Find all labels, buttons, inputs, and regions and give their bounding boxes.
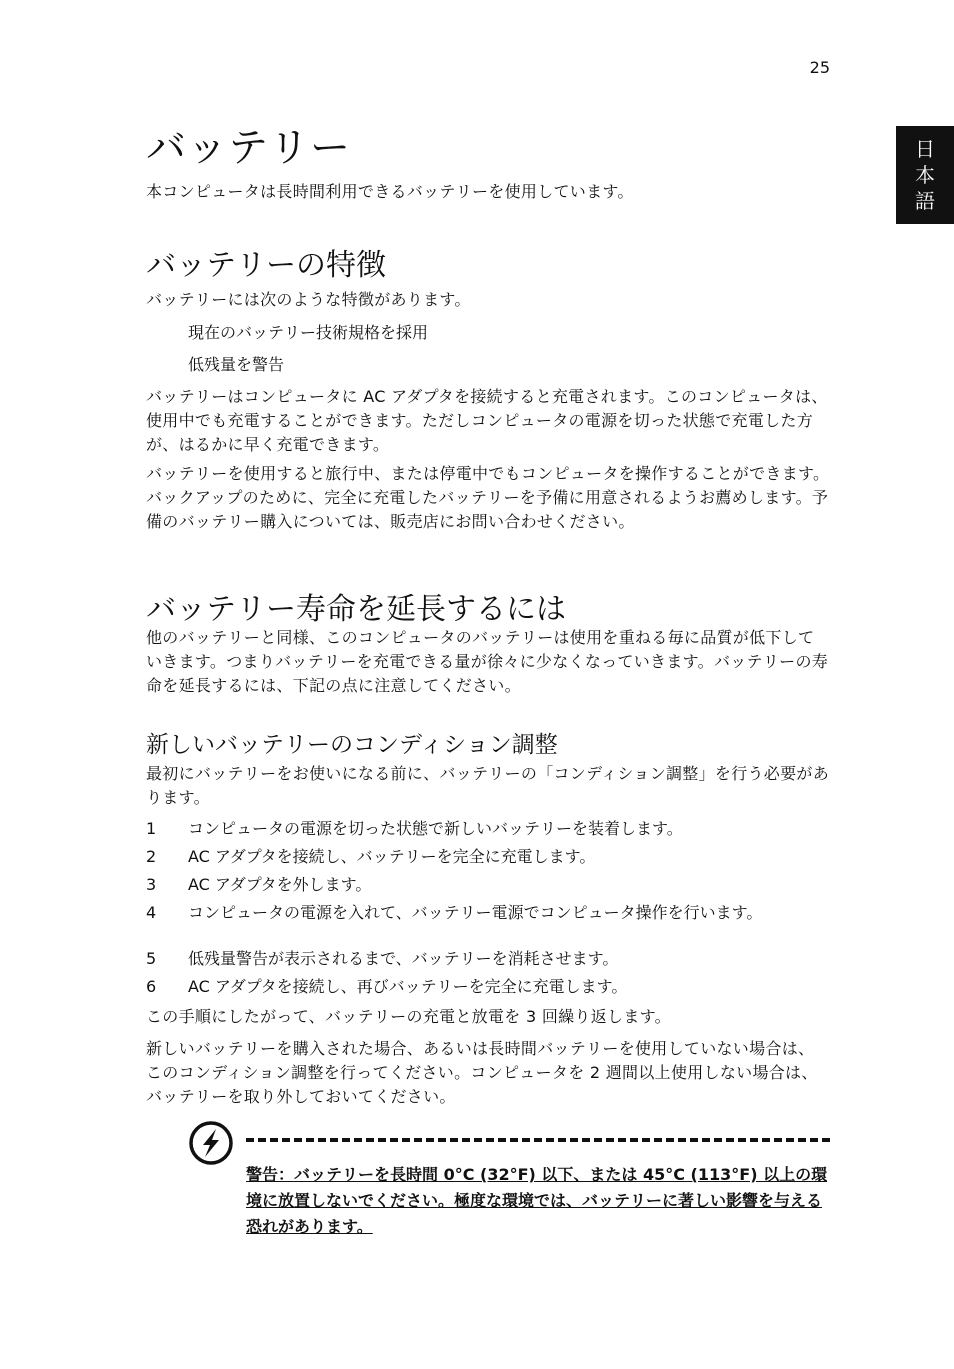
conditioning-lead: 最初にバッテリーをお使いになる前に、バッテリーの「コンディション調整」を行う必要があります。 [146,764,830,807]
language-tab-char: 語 [915,189,935,213]
step-text: 低残量警告が表示されるまで、バッテリーを消耗させます。 [188,949,619,968]
step-item [146,820,830,838]
repeat-note: この手順にしたがって、バッテリーの充電と放電を 3 回繰り返します。 [146,1007,671,1026]
warning-text: 警告：バッテリーを長時間 0°C (32°F) 以下、または 45°C (113°F) 以上の環境に放置しないでください。極度な環境では、バッテリーに著しい影響を与える恐れがあります。 [246,1165,828,1236]
feature-item: 低残量を警告 [188,355,285,374]
step-item [146,876,830,894]
step-item [146,978,830,996]
language-tab-char: 日 [915,137,935,161]
step-item [146,904,830,922]
step-number: 4 [146,903,157,922]
intro-paragraph: 本コンピュータは長時間利用できるバッテリーを使用しています。 [146,182,634,201]
step-text: コンピュータの電源を切った状態で新しいバッテリーを装着します。 [188,819,683,838]
conditioning-closing: 新しいバッテリーを購入された場合、あるいは長時間バッテリーを使用していない場合は、このコンディション調整を行ってください。コンピュータを 2 週間以上使用しない場合は、バッテリーを取り外しておいてください。 [146,1039,818,1106]
language-tab-char: 本 [915,163,935,187]
step-item [146,950,830,968]
step-number: 5 [146,949,157,968]
backup-paragraph: バッテリーを使用すると旅行中、または停電中でもコンピュータを操作することができます。バックアップのために、完全に充電したバッテリーを予備に用意されるようお薦めします。予備のバッテリー購入については、販売店にお問い合わせください。 [146,464,830,531]
step-item [146,848,830,866]
page-number: 25 [809,58,830,77]
features-lead: バッテリーには次のような特徴があります。 [146,290,471,309]
section-heading-lifespan: バッテリー寿命を延長するには [146,592,566,627]
lightning-warning-icon [188,1120,234,1166]
warning-divider [246,1138,830,1142]
charging-paragraph: バッテリーはコンピュータに AC アダプタを接続すると充電されます。このコンピュータは、使用中でも充電することができます。ただしコンピュータの電源を切った状態で充電した方が、はるかに早く充電できます。 [146,387,828,454]
step-number: 3 [146,875,157,894]
page-title: バッテリー [146,125,351,171]
step-number: 1 [146,819,157,838]
section-heading-conditioning: 新しいバッテリーのコンディション調整 [146,732,558,758]
step-text: AC アダプタを外します。 [188,875,372,894]
step-number: 6 [146,977,157,996]
step-text: AC アダプタを接続し、再びバッテリーを完全に充電します。 [188,977,628,996]
step-number: 2 [146,847,157,866]
language-tab [896,126,954,224]
feature-item: 現在のバッテリー技術規格を採用 [188,323,429,342]
step-text: コンピュータの電源を入れて、バッテリー電源でコンピュータ操作を行います。 [188,903,763,922]
step-text: AC アダプタを接続し、バッテリーを完全に充電します。 [188,847,596,866]
lifespan-paragraph: 他のバッテリーと同様、このコンピュータのバッテリーは使用を重ねる毎に品質が低下していきます。つまりバッテリーを充電できる量が徐々に少なくなっていきます。バッテリーの寿命を延長するには、下記の点に注意してください。 [146,628,829,695]
section-heading-features: バッテリーの特徴 [146,248,386,283]
